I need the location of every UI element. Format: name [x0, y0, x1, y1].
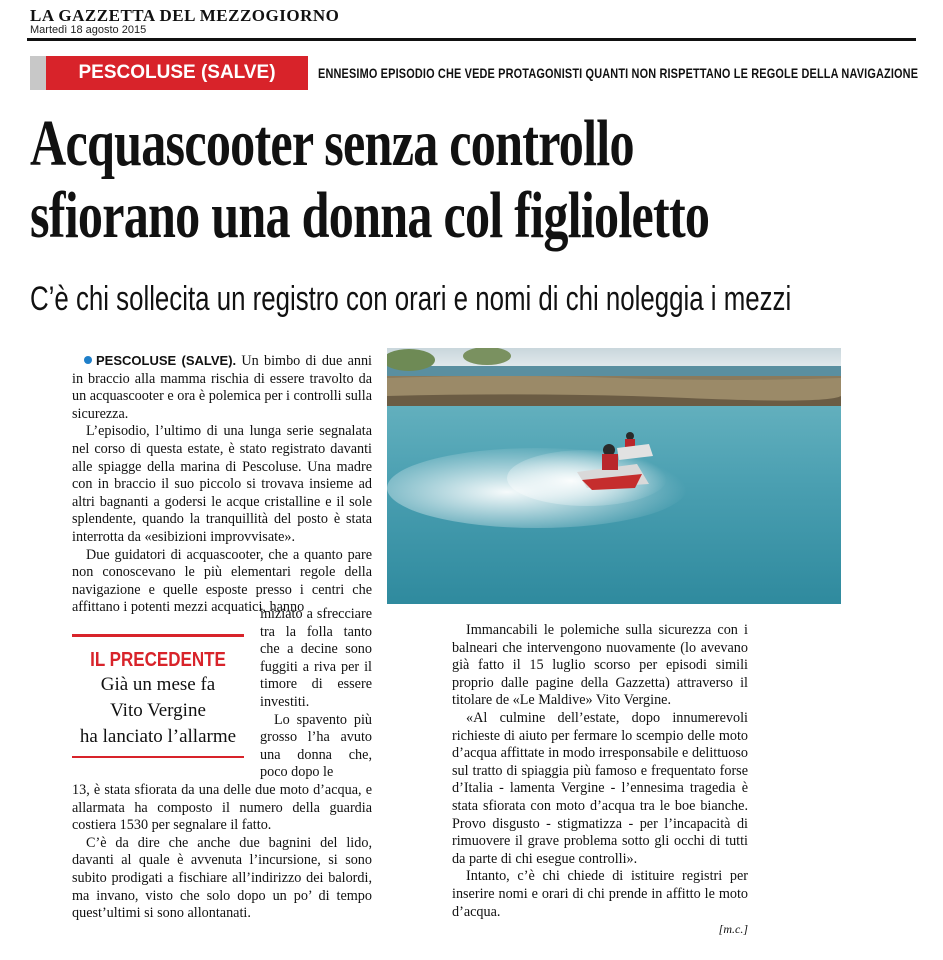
article-p3-continued: iniziato a sfrecciare tra la folla tanto che a decine sono fuggiti a riva per il timore di essere investiti.	[260, 606, 372, 710]
article-p4-end: 13, è stata sfiorata da una delle due moto d’acqua, e allarmata ha composto il numero della guardia costiera 1530 per segnalare il fatto.	[72, 782, 372, 834]
article-column-2	[452, 622, 748, 939]
kicker-location: PESCOLUSE (SALVE)	[46, 56, 308, 90]
sidebar-box-line-1: Già un mese fa	[100, 674, 216, 695]
article-column-1-bottom	[72, 782, 372, 923]
bullet-icon	[84, 356, 92, 364]
kicker-text: ENNESIMO EPISODIO CHE VEDE PROTAGONISTI QUANTI NON RISPETTANO LE REGOLE DELLA NAVIGAZIONE	[318, 65, 919, 81]
sidebar-box-rule-bottom	[72, 756, 244, 758]
sidebar-box-line-3: ha lanciato l’allarme	[79, 726, 237, 747]
jetski-photo-illustration	[387, 348, 841, 604]
masthead-title: LA GAZZETTA DEL MEZZOGIORNO	[30, 6, 340, 25]
subheadline: C’è chi sollecita un registro con orari e nomi di chi noleggia i mezzi	[30, 280, 792, 318]
sidebar-box-rule	[72, 634, 244, 637]
article-p7: «Al culmine dell’estate, dopo innumerevoli richieste di aiuto per fermare lo scempio delle moto d’acqua affittate in modo irresponsabile e delittuoso sul tratto di spiaggia più famoso e frequentato forse d’Italia - lamenta Vergine - l’ennesima tragedia è stata sfiorata con moto d’acqua tra le boe bianche. Provo disgusto - stigmatizza - per l’incapacità di rimuovere il grave problema sotto gli occhi di tutti da parte di chi esegue controlli».	[452, 709, 748, 867]
article-p1: Un bimbo di due anni in braccio alla mamma rischia di essere travolto da un acquascooter e ora è polemica per i controlli sulla sicurezza.	[72, 353, 372, 422]
article-column-1-top	[72, 352, 372, 617]
article-p2: L’episodio, l’ultimo di una lunga serie segnalata nel corso di questa estate, è stato registrato davanti alle spiagge della marina di Pescoluse. Una madre con in braccio il suo piccolo si trovava insieme ad altri bagnanti a godersi le acque cristalline e il sole splendente, quando la tranquillità del posto è stata interrotta da «esibizioni improvvisate».	[72, 423, 372, 545]
sidebar-box	[72, 634, 244, 758]
article-column-1-narrow	[260, 606, 372, 782]
headline-line-2: sfiorano una donna col figlioletto	[30, 179, 710, 252]
headline	[30, 108, 866, 252]
article-p3: Due guidatori di acquascooter, che a quanto pare non conoscevano le più elementari regole della navigazione e quelle esposte presso i centri che affittano i potenti mezzi acquatici, hanno	[72, 546, 372, 616]
article-p8: Intanto, c’è chi chiede di istituire registri per inserire nomi e orari di chi prende in affitto le moto d’acqua.	[452, 868, 748, 920]
masthead-rule	[27, 38, 916, 41]
kicker-tab	[30, 56, 46, 90]
sidebar-box-line-2: Vito Vergine	[110, 700, 206, 721]
article-lead-label: PESCOLUSE (SALVE).	[96, 353, 237, 368]
article-p4-start: Lo spavento più grosso l’ha avuto una donna che, poco dopo le	[260, 711, 372, 781]
sidebar-box-title: IL PRECEDENTE	[90, 649, 226, 671]
article-photo-jetski	[387, 348, 841, 604]
masthead-date: Martedì 18 agosto 2015	[30, 24, 147, 36]
kicker	[30, 56, 920, 90]
article-p5: C’è da dire che anche due bagnini del lido, davanti al quale è avvenuta l’incursione, si sono subito prodigati a fischiare all’indirizzo dei balordi, ma invano, visto che solo dopo un po’ di tempo quest’ultimi si sono allontanati.	[72, 834, 372, 922]
article-p6: Immancabili le polemiche sulla sicurezza con i balneari che intervengono nuovamente (lo avevano già fatto il 15 luglio scorso per episodi simili proprio dalle pagine della Gazzetta) attraverso il titolare de «Le Maldive» Vito Vergine.	[452, 622, 748, 709]
headline-line-1: Acquascooter senza controllo	[30, 107, 634, 180]
article-signature: [m.c.]	[718, 922, 748, 937]
